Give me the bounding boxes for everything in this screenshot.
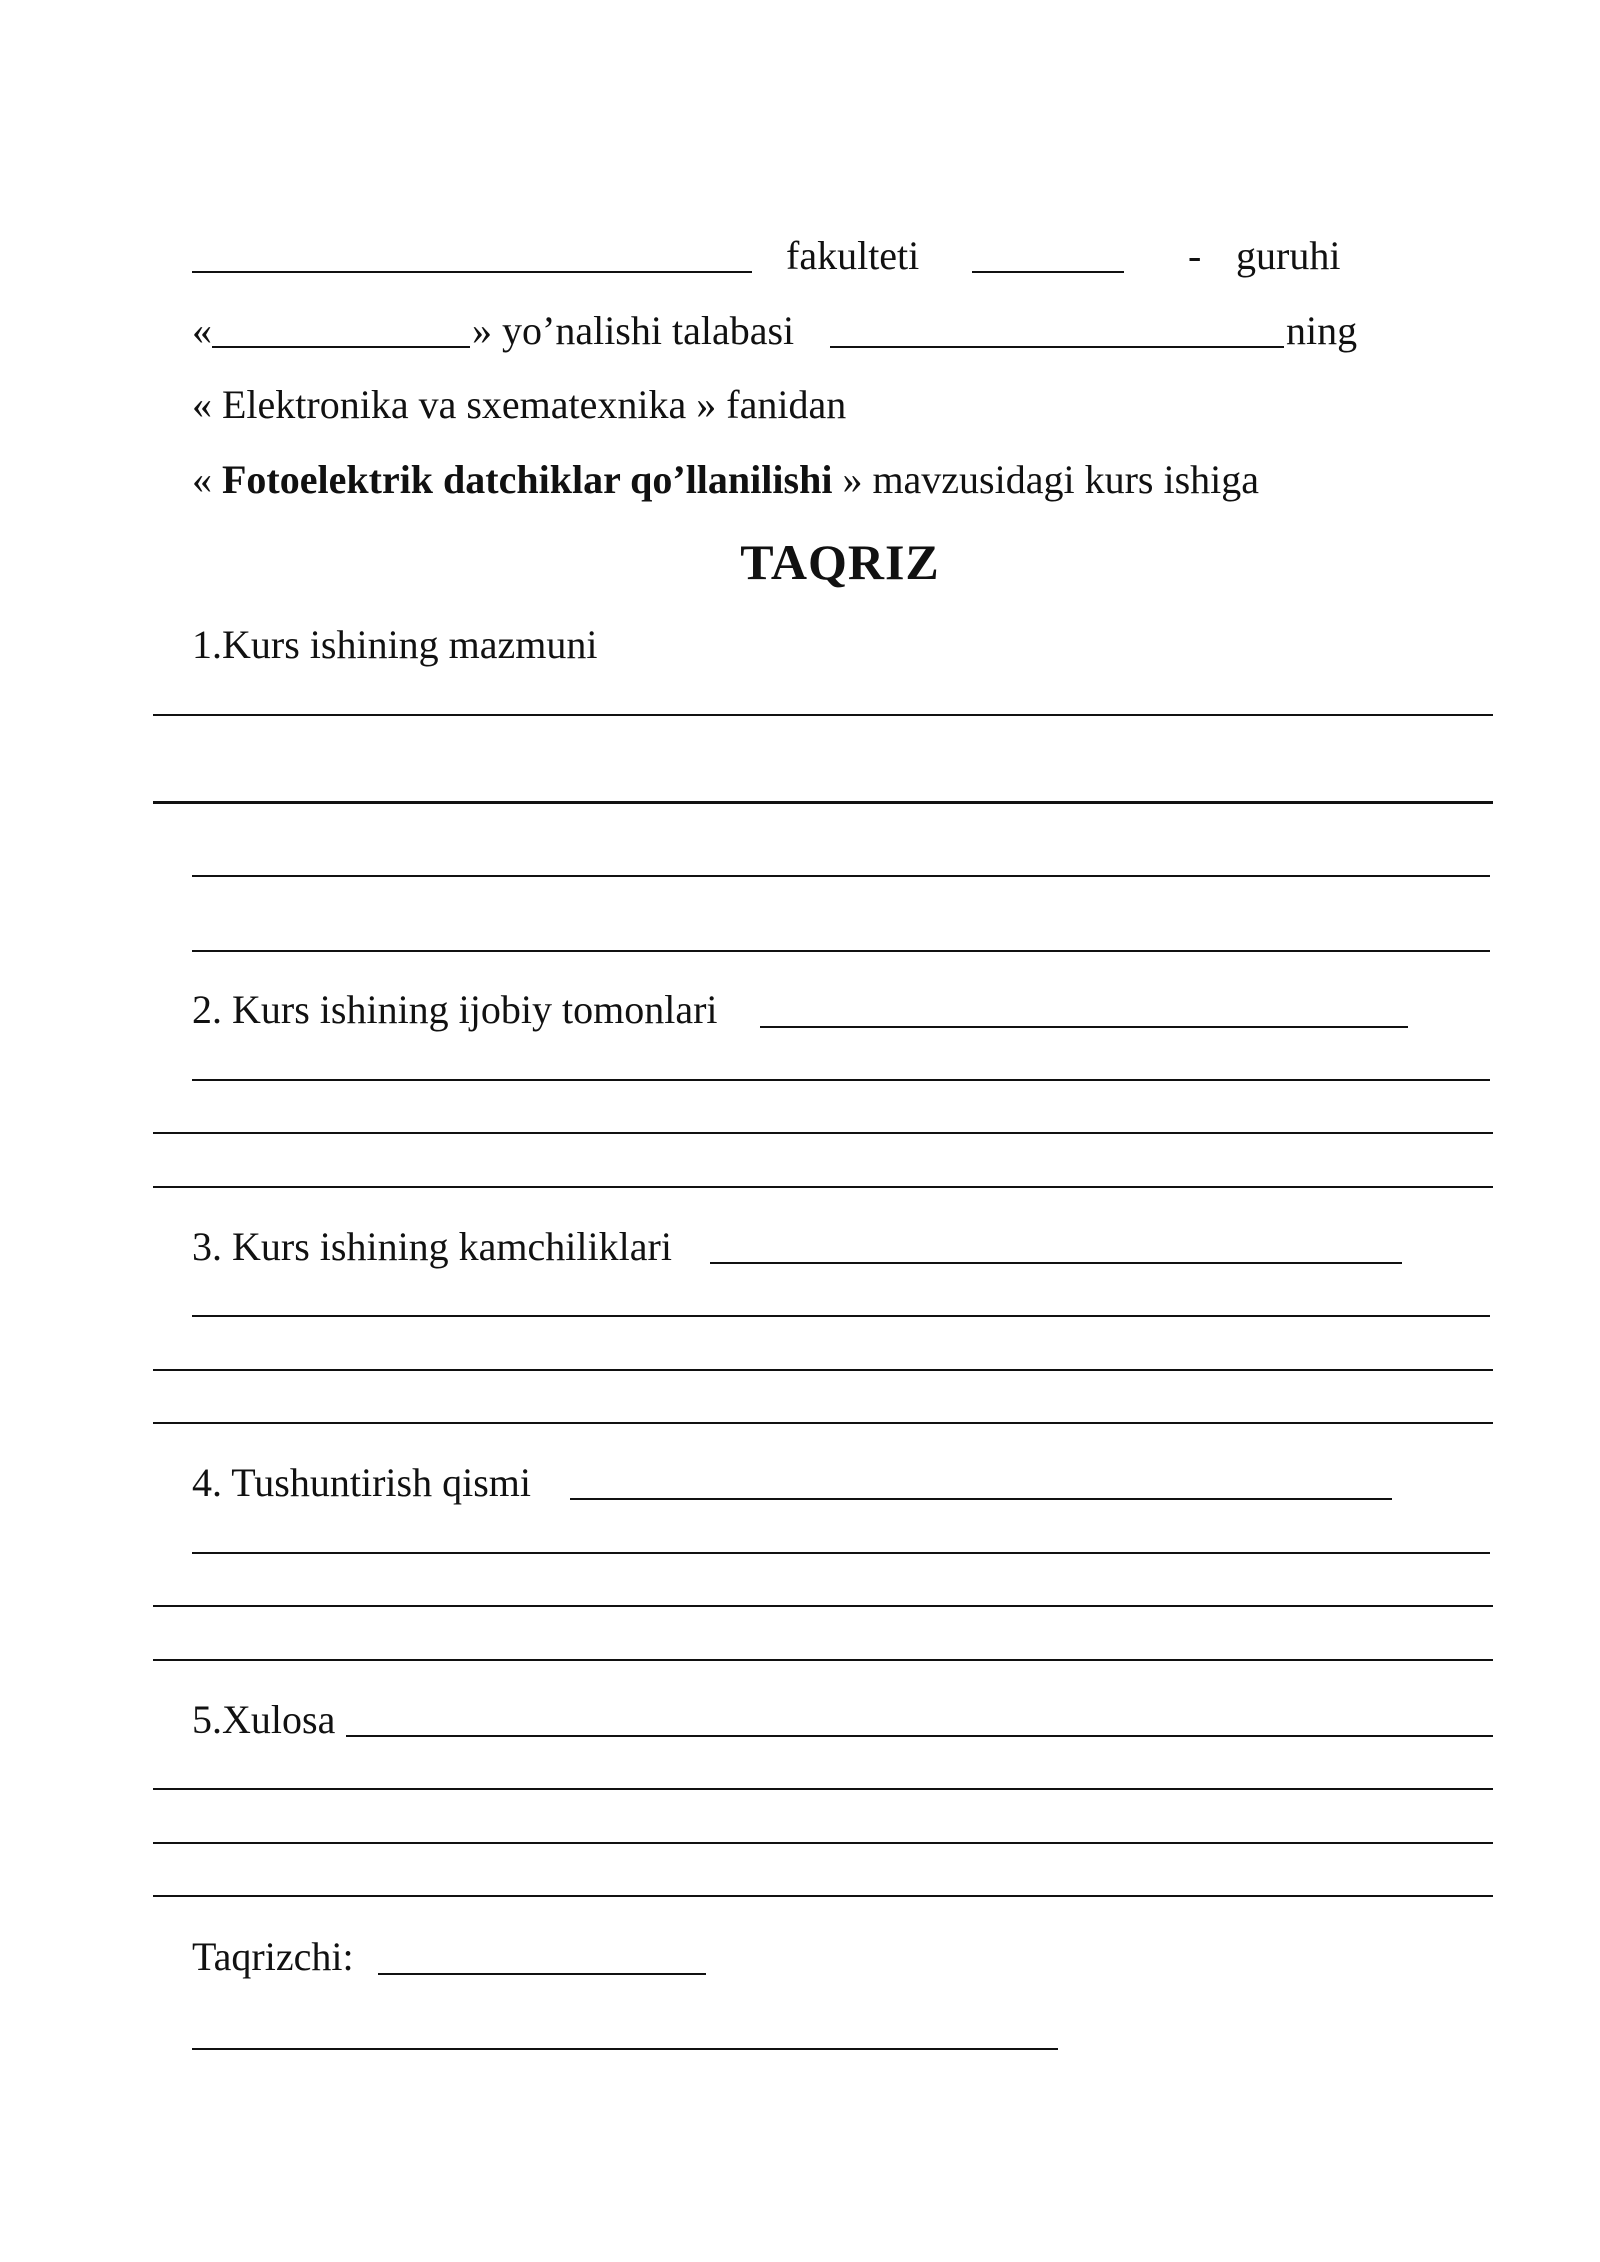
section-2-line-1[interactable]	[192, 1079, 1490, 1081]
group-dash: -	[1188, 233, 1202, 278]
section-1-line-2[interactable]	[153, 801, 1493, 804]
topic-close: » mavzusidagi kurs ishiga	[842, 457, 1260, 502]
section-1-line-4[interactable]	[192, 950, 1490, 952]
section-4-label: 4. Tushuntirish qismi	[192, 1460, 532, 1505]
faculty-blank[interactable]	[192, 271, 752, 273]
section-5-line-2[interactable]	[153, 1842, 1493, 1844]
group-label: guruhi	[1236, 233, 1341, 278]
section-2-inline-blank[interactable]	[760, 1026, 1408, 1028]
section-5-label: 5.Xulosa	[192, 1697, 336, 1742]
reviewer-name-blank[interactable]	[378, 1973, 706, 1975]
section-3-inline-blank[interactable]	[710, 1262, 1402, 1264]
group-number-blank[interactable]	[972, 271, 1124, 273]
section-2-line-3[interactable]	[153, 1186, 1493, 1188]
section-3-line-3[interactable]	[153, 1422, 1493, 1424]
section-3-line-1[interactable]	[192, 1315, 1490, 1317]
topic-title: Fotoelektrik datchiklar qo’llanilishi	[222, 457, 833, 502]
section-4-inline-blank[interactable]	[570, 1498, 1392, 1500]
faculty-label: fakulteti	[786, 233, 920, 278]
direction-student-label: » yo’nalishi talabasi	[472, 308, 795, 353]
section-1-line-1[interactable]	[153, 714, 1493, 716]
section-5-line-1[interactable]	[153, 1788, 1493, 1790]
ning-suffix: ning	[1286, 308, 1358, 353]
section-3-label: 3. Kurs ishining kamchiliklari	[192, 1224, 672, 1269]
section-5-line-3[interactable]	[153, 1895, 1493, 1897]
topic-open-quote: «	[192, 457, 212, 502]
reviewer-label: Taqrizchi:	[192, 1934, 354, 1979]
section-2-line-2[interactable]	[153, 1132, 1493, 1134]
direction-blank[interactable]	[212, 346, 470, 348]
section-4-line-2[interactable]	[153, 1605, 1493, 1607]
section-5-inline-blank[interactable]	[346, 1735, 1493, 1737]
section-4-line-1[interactable]	[192, 1552, 1490, 1554]
section-2-label: 2. Kurs ishining ijobiy tomonlari	[192, 987, 718, 1032]
section-3-line-2[interactable]	[153, 1369, 1493, 1371]
page-title: TAQRIZ	[740, 534, 940, 590]
section-4-line-3[interactable]	[153, 1659, 1493, 1661]
direction-open-quote: «	[192, 308, 212, 353]
reviewer-signature-line[interactable]	[192, 2048, 1058, 2050]
section-1-line-3[interactable]	[192, 875, 1490, 877]
section-1-label: 1.Kurs ishining mazmuni	[192, 622, 598, 667]
subject-line: « Elektronika va sxematexnika » fanidan	[192, 382, 847, 427]
student-name-blank[interactable]	[830, 346, 1284, 348]
topic-line	[192, 457, 1260, 502]
